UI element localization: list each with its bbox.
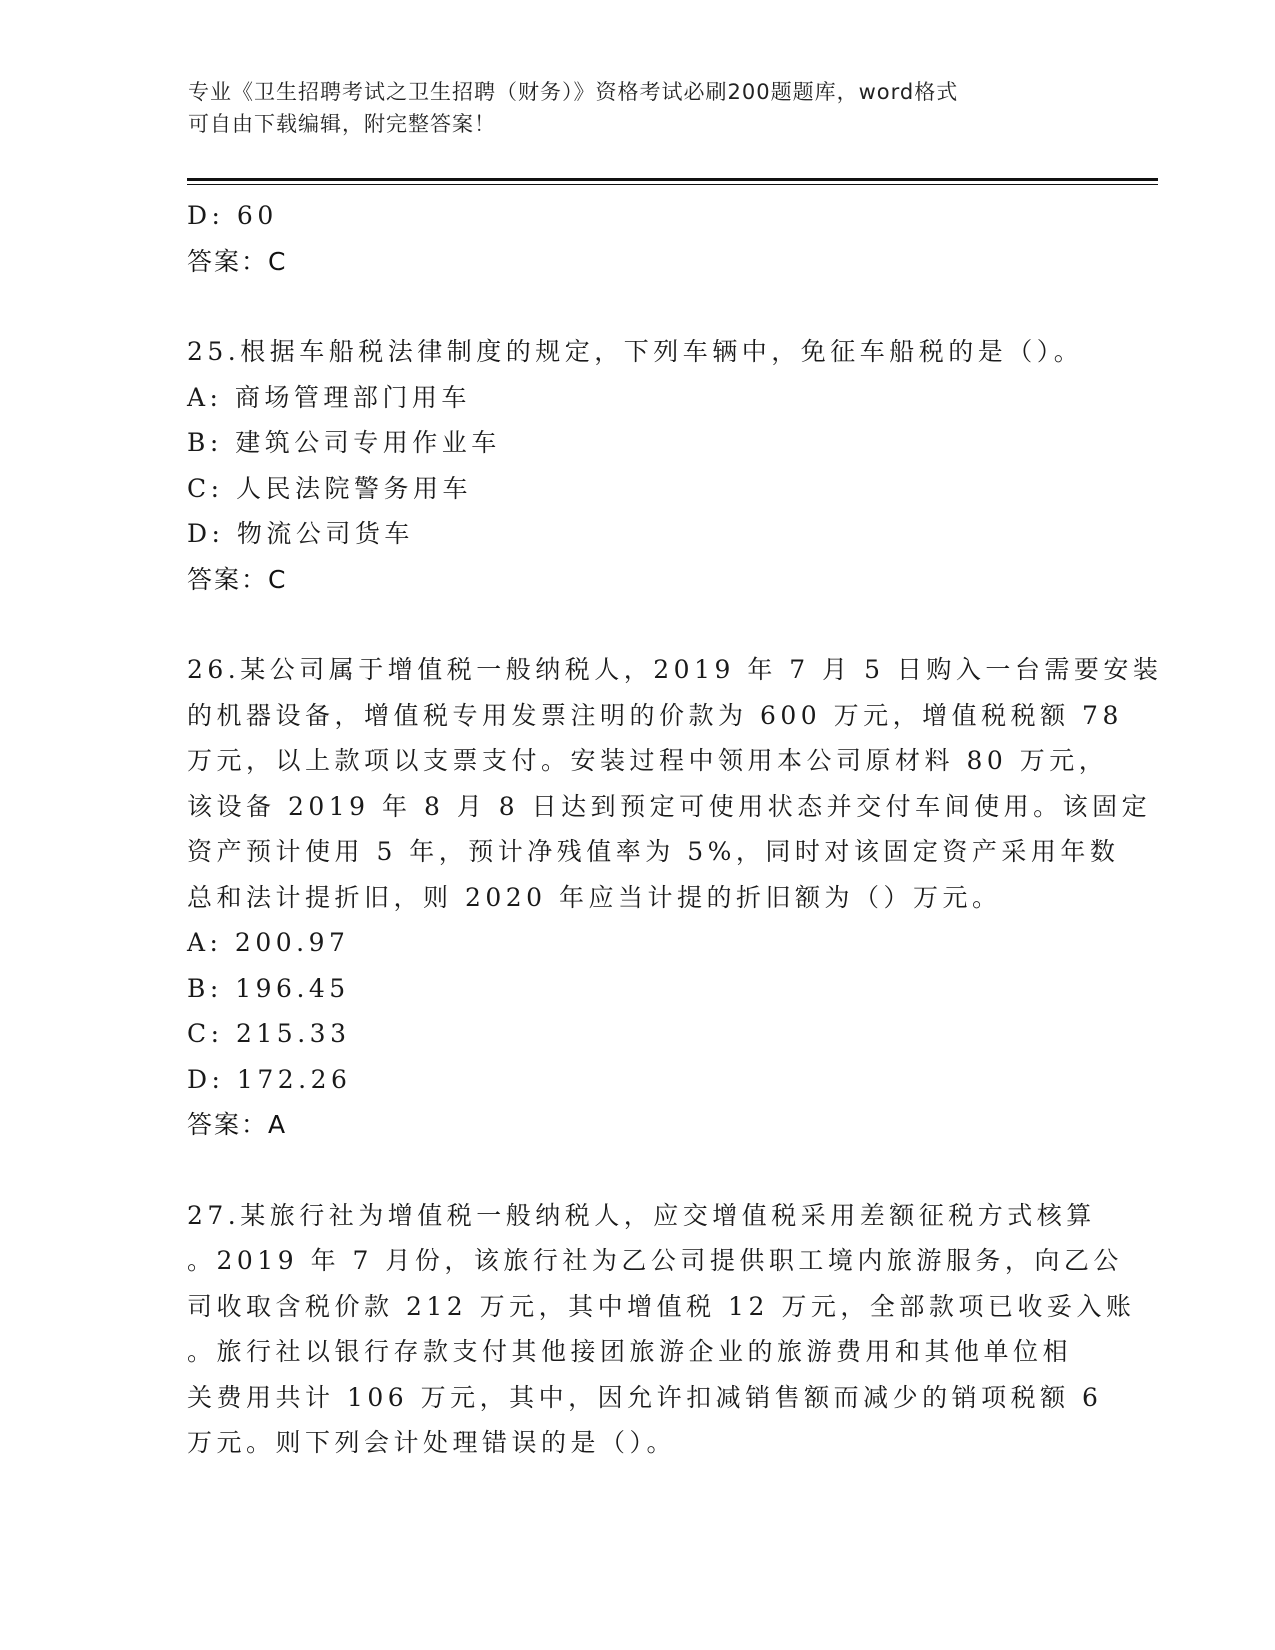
question-27-stem-line: 关费用共计 106 万元，其中，因允许扣减销售额而减少的销项税额 6 — [187, 1382, 1103, 1412]
question-26-stem-line: 资产预计使用 5 年，预计净残值率为 5%，同时对该固定资产采用年数 — [187, 837, 1120, 866]
question-25-option-d: D: 物流公司货车 — [187, 519, 414, 548]
question-26-option-b: B: 196.45 — [187, 973, 350, 1003]
document-header — [188, 76, 1068, 140]
question-26-answer: 答案：A — [187, 1110, 288, 1139]
header-title-line-1: 专业《卫生招聘考试之卫生招聘（财务）》资格考试必刷200题题库，word格式 — [188, 80, 959, 104]
question-25 — [187, 329, 1087, 602]
spacer — [187, 1148, 1087, 1193]
question-26-option-d: D: 172.26 — [187, 1064, 352, 1094]
question-26-stem-line: 该设备 2019 年 8 月 8 日达到预定可使用状态并交付车间使用。该固定 — [187, 791, 1152, 821]
spacer — [187, 602, 1087, 647]
question-25-option-c: C: 人民法院警务用车 — [187, 473, 472, 503]
prev-option-d: D: 60 — [187, 201, 278, 230]
spacer — [187, 284, 1087, 329]
question-26-option-a: A: 200.97 — [187, 928, 350, 957]
header-title-line-2: 可自由下载编辑，附完整答案！ — [188, 112, 496, 136]
question-27-stem-line: 。2019 年 7 月份，该旅行社为乙公司提供职工境内旅游服务，向乙公 — [187, 1246, 1123, 1275]
question-25-stem: 25.根据车船税法律制度的规定，下列车辆中，免征车船税的是（）。 — [187, 337, 1084, 366]
question-26-stem-line: 万元，以上款项以支票支付。安装过程中领用本公司原材料 80 万元， — [187, 746, 1109, 775]
question-27-stem-line: 。旅行社以银行存款支付其他接团旅游企业的旅游费用和其他单位相 — [187, 1337, 1073, 1366]
question-25-answer: 答案：C — [187, 564, 288, 594]
question-26-stem-line: 的机器设备，增值税专用发票注明的价款为 600 万元，增值税税额 78 — [187, 700, 1123, 730]
question-26 — [187, 647, 1163, 1148]
prev-answer: 答案：C — [187, 246, 288, 276]
header-rule-thick — [187, 178, 1158, 181]
question-27-stem-line: 27.某旅行社为增值税一般纳税人，应交增值税采用差额征税方式核算 — [187, 1200, 1096, 1230]
question-27-stem-line: 司收取含税价款 212 万元，其中增值税 12 万元，全部款项已收妥入账 — [187, 1291, 1136, 1321]
page-content — [187, 193, 1163, 1466]
question-27 — [187, 1193, 1136, 1466]
question-27-stem-line: 万元。则下列会计处理错误的是（）。 — [187, 1428, 677, 1457]
question-25-option-b: B: 建筑公司专用作业车 — [187, 428, 501, 457]
question-25-option-a: A: 商场管理部门用车 — [187, 382, 471, 412]
question-26-stem-line: 26.某公司属于增值税一般纳税人，2019 年 7 月 5 日购入一台需要安装 — [187, 655, 1163, 684]
header-rule-thin — [187, 184, 1158, 185]
question-26-option-c: C: 215.33 — [187, 1019, 351, 1048]
question-26-stem-line: 总和法计提折旧，则 2020 年应当计提的折旧额为（）万元。 — [187, 882, 1002, 912]
